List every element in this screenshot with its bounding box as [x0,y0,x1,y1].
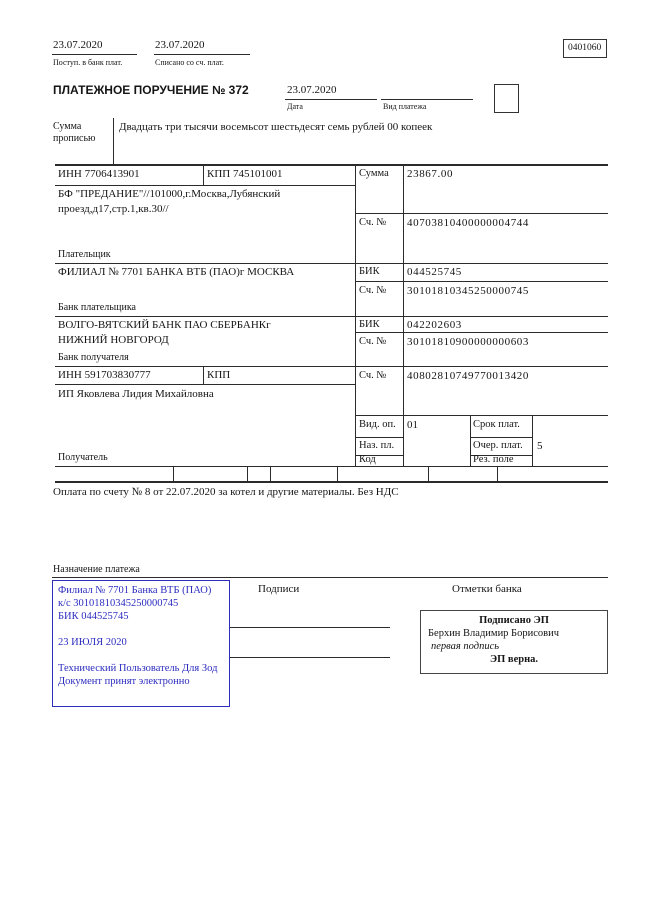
esign-box [420,610,608,674]
purpose-label: Назначение платежа [53,564,140,575]
grid-line [355,437,403,438]
signatures-label: Подписи [258,583,300,595]
form-code: 0401060 [568,43,602,53]
payee-bank-bik: 042202603 [407,319,462,331]
document-date: 23.07.2020 [287,84,337,96]
stamp-line: Документ принят электронно [58,676,190,687]
payee-name: ИП Яковлева Лидия Михайловна [58,388,214,400]
payer-bank-account: 30101810345250000745 [407,285,529,297]
grid-line [532,415,533,466]
order-label: Очер. плат. [473,440,523,451]
payee-bank-account: 30101810900000000603 [407,336,529,348]
received-date: 23.07.2020 [53,39,103,51]
esign-subtitle: первая подпись [431,641,500,652]
payee-kpp-label: КПП [207,369,231,381]
esign-verified: ЭП верна. [489,654,538,665]
payee-bank-name-line1: ВОЛГО-ВЯТСКИЙ БАНК ПАО СБЕРБАНКг [58,319,271,331]
stamp-line: Филиал № 7701 Банка ВТБ (ПАО) [58,585,212,596]
received-label: Поступ. в банк плат. [53,58,123,67]
signature-line [230,627,390,628]
line [381,99,473,100]
amount-in-words: Двадцать три тысячи восемьсот шестьдесят семь рублей 00 копеек [119,121,433,133]
grid-line [55,466,608,467]
debited-label: Списано со сч. плат. [155,58,224,67]
grid-line [428,466,429,482]
payee-bank-account-label: Сч. № [359,336,387,347]
grid-line [55,316,608,317]
grid-line [470,415,471,466]
purpose-text: Оплата по счету № 8 от 22.07.2020 за котел и другие материалы. Без НДС [53,486,399,498]
payer-name-line2: проезд,д17,стр.1,кв.30// [58,203,169,215]
stamp-line: к/с 30101810345250000745 [58,598,179,609]
stamp-line: 23 ИЮЛЯ 2020 [58,637,127,648]
grid-line [497,466,498,482]
payer-kpp: КПП 745101001 [207,168,283,180]
reserve-label: Рез. поле [473,454,514,465]
payer-account: 40703810400000004744 [407,217,529,229]
document-title: ПЛАТЕЖНОЕ ПОРУЧЕНИЕ № 372 [53,83,249,97]
line [52,54,137,55]
sum-label: Сумма [359,168,389,179]
payee-account: 40802810749770013420 [407,370,529,382]
op-type-value: 01 [407,419,418,431]
grid-line [55,481,608,483]
esign-title: Подписано ЭП [479,615,549,626]
grid-line [355,332,608,333]
payment-type-label: Вид платежа [383,102,427,111]
code-label: Код [359,454,376,465]
payee-bank-label: Банк получателя [58,352,129,363]
sum-value: 23867.00 [407,168,454,180]
grid-line [270,466,271,482]
payer-label: Плательщик [58,249,111,260]
payee-bank-name-line2: НИЖНИЙ НОВГОРОД [58,334,169,346]
grid-line [355,213,608,214]
op-type-label: Вид. оп. [359,419,396,430]
grid-line [355,281,608,282]
line [285,99,377,100]
payer-name-line1: БФ "ПРЕДАНИЕ"//101000,г.Москва,Лубянский [58,188,281,200]
grid-line [337,466,338,482]
payer-bank-account-label: Сч. № [359,285,387,296]
signature-line [230,657,390,658]
payer-bank-label: Банк плательщика [58,302,136,313]
date-label: Дата [287,102,303,111]
bank-marks-label: Отметки банка [452,583,522,595]
amount-in-words-label: Сумма прописью [53,121,96,144]
grid-line [55,164,608,166]
payee-bank-bik-label: БИК [359,319,380,330]
line [52,577,608,578]
order-value: 5 [537,440,543,452]
grid-line [470,437,532,438]
form-code-box [563,39,607,58]
payee-account-label: Сч. № [359,370,387,381]
grid-line [247,466,248,482]
stamp-line: Технический Пользователь Для Зод [58,663,218,674]
grid-line [203,366,204,384]
payee-inn: ИНН 591703830777 [58,369,151,381]
payee-label: Получатель [58,452,108,463]
payer-inn: ИНН 7706413901 [58,168,140,180]
payer-bank-bik-label: БИК [359,266,380,277]
payer-bank-bik: 044525745 [407,266,462,278]
grid-line [113,118,114,165]
stamp-line: БИК 044525745 [58,611,129,622]
payment-type-box [494,84,519,113]
esign-name: Берхин Владимир Борисович [428,628,559,639]
payer-bank-name: ФИЛИАЛ № 7701 БАНКА ВТБ (ПАО)г МОСКВА [58,266,295,278]
grid-line [55,185,355,186]
grid-line [55,263,608,264]
grid-line [55,366,608,367]
grid-line [355,415,608,416]
pay-basis-label: Наз. пл. [359,440,395,451]
grid-line [355,165,356,466]
grid-line [203,165,204,185]
line [154,54,250,55]
payer-account-label: Сч. № [359,217,387,228]
bank-stamp-box [52,580,230,707]
grid-line [403,165,404,466]
due-date-label: Срок плат. [473,419,520,430]
grid-line [55,384,355,385]
grid-line [173,466,174,482]
debited-date: 23.07.2020 [155,39,205,51]
